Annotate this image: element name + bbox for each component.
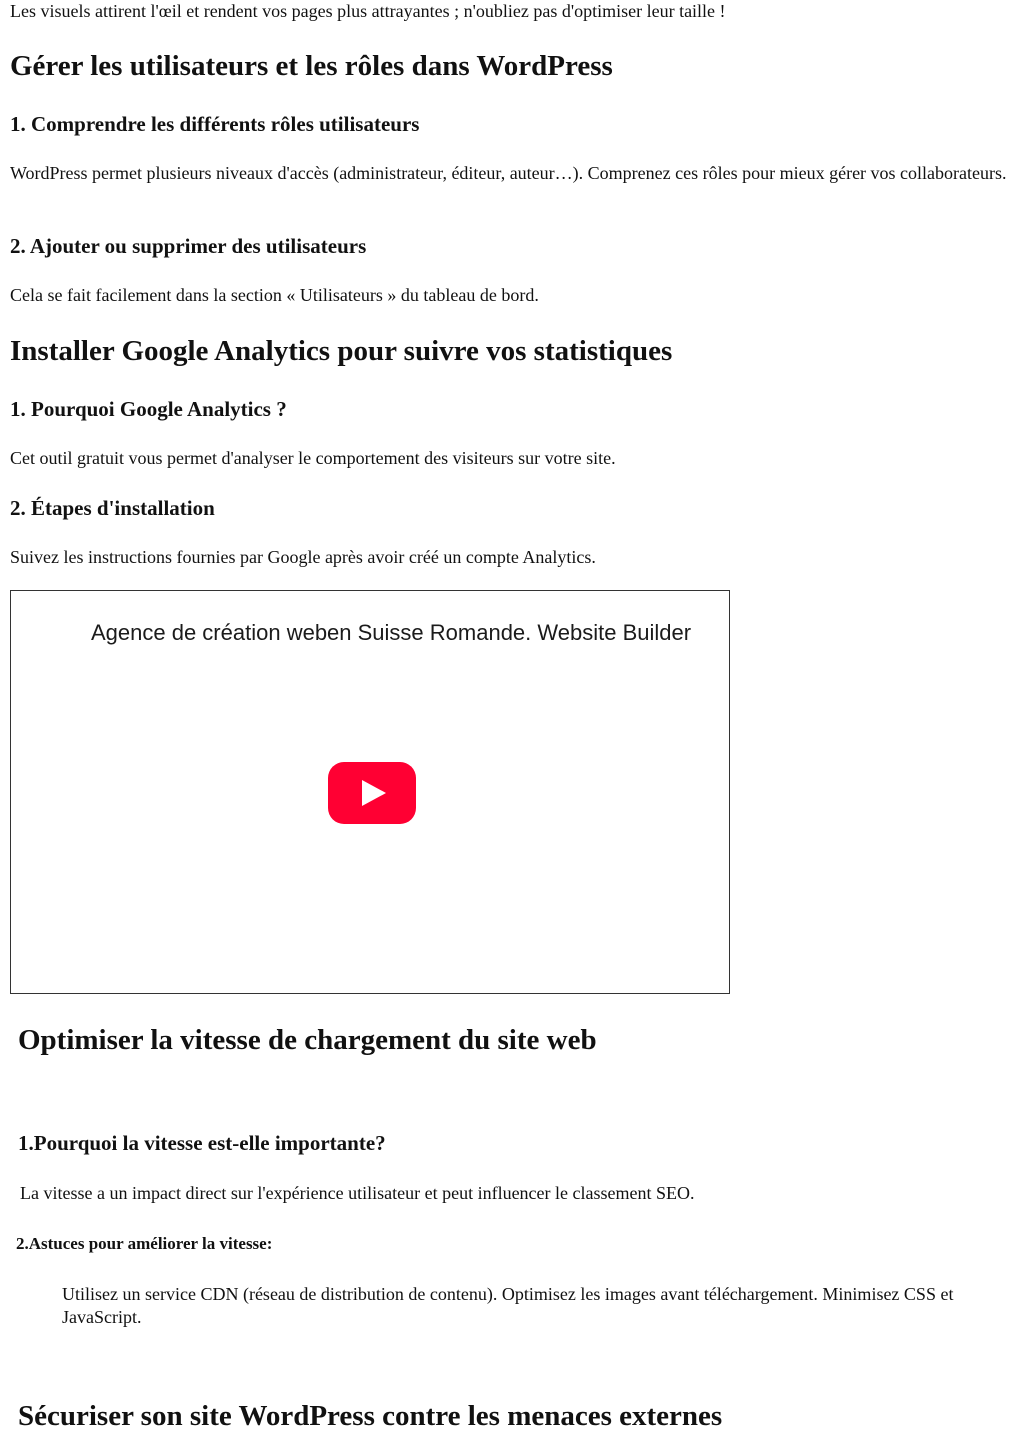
youtube-play-icon-graphic xyxy=(328,762,416,824)
subsection-title-add-users: 2. Ajouter ou supprimer des utilisateurs xyxy=(10,234,367,258)
subsection-title-install-steps: 2. Étapes d'installation xyxy=(10,496,215,520)
subsection-title-roles: 1. Comprendre les différents rôles utilisateurs xyxy=(10,112,420,136)
speed-tips-paragraph: Utilisez un service CDN (réseau de distribution de contenu). Optimisez les images avant téléchargement. Minimisez CSS et JavaScript. xyxy=(62,1284,954,1327)
subsection-title-why-speed: 1.Pourquoi la vitesse est-elle importante? xyxy=(18,1131,386,1155)
roles-paragraph: WordPress permet plusieurs niveaux d'accès (administrateur, éditeur, auteur…). Comprenez ces rôles pour mieux gérer vos collaborateurs. xyxy=(10,163,1007,183)
youtube-play-icon[interactable] xyxy=(328,762,416,824)
embedded-video-player[interactable] xyxy=(10,590,730,994)
subsection-title-speed-tips: 2.Astuces pour améliorer la vitesse: xyxy=(16,1234,273,1253)
section-title-speed: Optimiser la vitesse de chargement du site web xyxy=(18,1024,597,1056)
add-users-paragraph: Cela se fait facilement dans la section « Utilisateurs » du tableau de bord. xyxy=(10,285,539,305)
install-steps-paragraph: Suivez les instructions fournies par Google après avoir créé un compte Analytics. xyxy=(10,547,596,567)
intro-paragraph: Les visuels attirent l'œil et rendent vos pages plus attrayantes ; n'oubliez pas d'optimiser leur taille ! xyxy=(10,1,726,21)
section-title-analytics: Installer Google Analytics pour suivre vos statistiques xyxy=(10,335,673,367)
why-analytics-paragraph: Cet outil gratuit vous permet d'analyser le comportement des visiteurs sur votre site. xyxy=(10,448,616,468)
video-title[interactable]: Agence de création weben Suisse Romande. Website Builder xyxy=(91,620,692,645)
subsection-title-why-analytics: 1. Pourquoi Google Analytics ? xyxy=(10,397,287,421)
section-title-security: Sécuriser son site WordPress contre les menaces externes xyxy=(18,1400,723,1432)
section-title-users: Gérer les utilisateurs et les rôles dans WordPress xyxy=(10,50,613,82)
why-speed-paragraph: La vitesse a un impact direct sur l'expérience utilisateur et peut influencer le classement SEO. xyxy=(20,1183,695,1203)
